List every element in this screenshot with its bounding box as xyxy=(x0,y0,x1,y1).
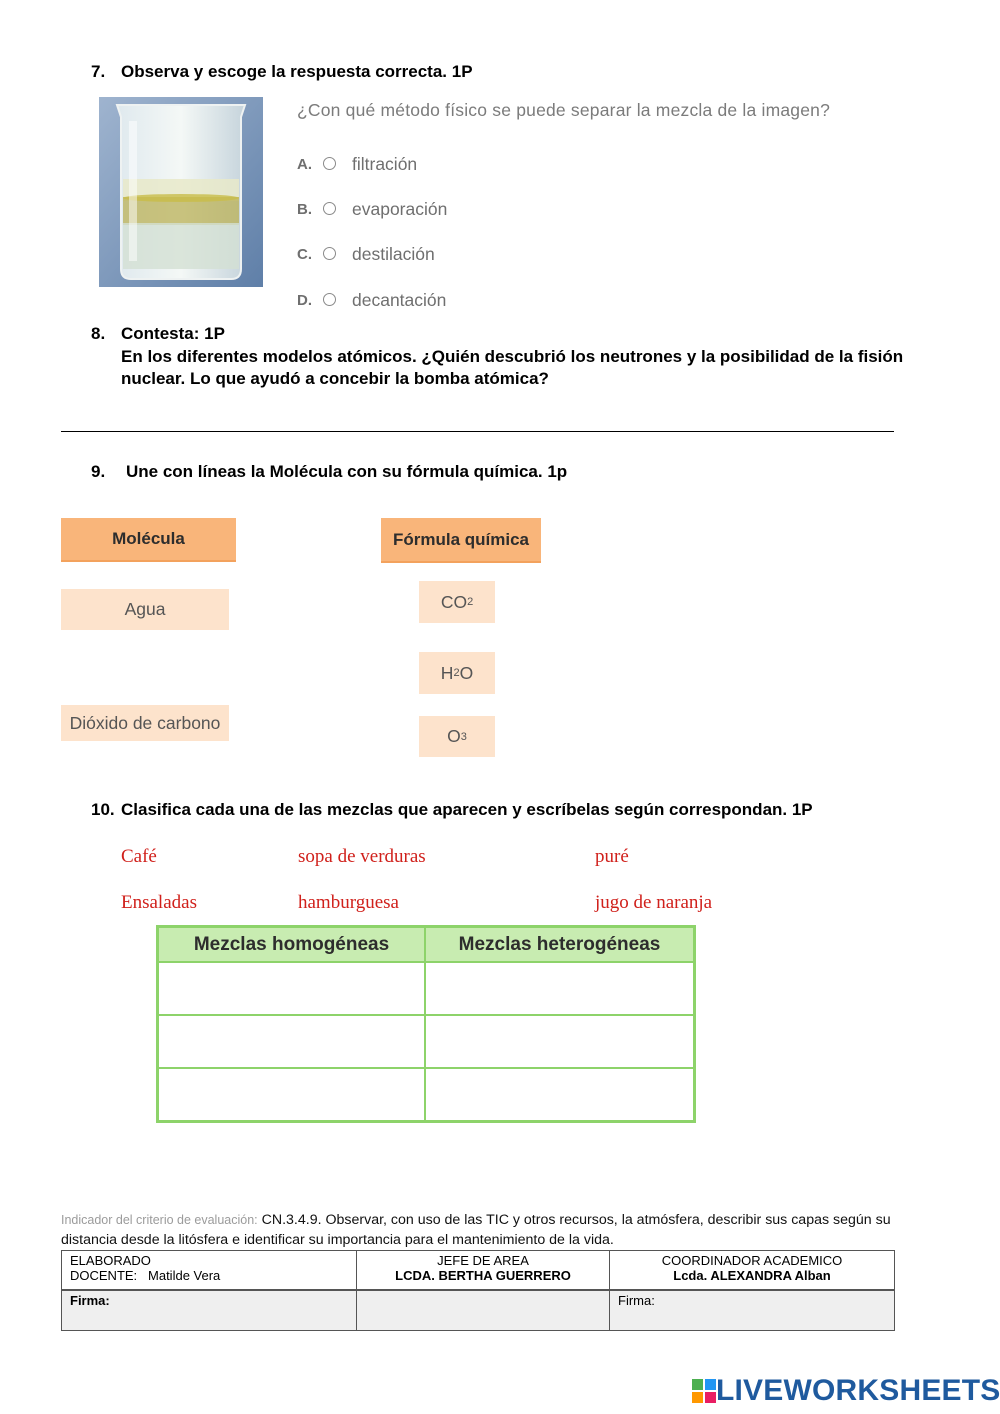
liveworksheets-logo xyxy=(692,1374,1000,1408)
molecule-header: Molécula xyxy=(61,518,236,562)
formula-base: H xyxy=(440,662,454,683)
formula-sub: 2 xyxy=(467,596,474,608)
radio-icon[interactable] xyxy=(323,247,336,260)
indicator-text: CN.3.4.9. Observar, con uso de las TIC y otros recursos, la atmósfera, describir sus capas según su distancia desde la litósfera e identificar su importancia para el mantenimiento de la vida. xyxy=(61,1212,891,1248)
docente-label: DOCENTE: xyxy=(70,1268,138,1283)
signature-table xyxy=(61,1250,895,1331)
q8-number: 8. xyxy=(91,324,106,343)
mixture-word: Ensaladas xyxy=(121,892,197,913)
option-text: filtración xyxy=(352,154,418,174)
mixture-word: jugo de naranja xyxy=(595,892,713,913)
formula-co2[interactable] xyxy=(419,581,495,623)
formula-base: O xyxy=(447,726,461,746)
heterogeneous-header: Mezclas heterogéneas xyxy=(425,927,695,963)
option-letter: C. xyxy=(297,246,312,263)
evaluation-indicator xyxy=(61,1210,941,1250)
jefe-name: LCDA. BERTHA GUERRERO xyxy=(395,1268,571,1283)
elaborado-cell xyxy=(62,1251,357,1291)
mixture-word: hamburguesa xyxy=(298,892,399,913)
molecule-dioxido[interactable]: Dióxido de carbono xyxy=(61,705,229,741)
formula-sub: 3 xyxy=(460,730,467,743)
radio-icon[interactable] xyxy=(323,157,336,170)
q8-question: En los diferentes modelos atómicos. ¿Quién descubrió los neutrones y la posibilidad de la fisión nuclear. Lo que ayudó a concebir la bomba atómica? xyxy=(121,347,904,388)
option-letter: D. xyxy=(297,292,312,309)
answer-cell[interactable] xyxy=(158,1015,426,1068)
radio-icon[interactable] xyxy=(323,293,336,306)
brand-name: LIVEWORKSHEETS xyxy=(716,1374,1000,1407)
formula-o3[interactable] xyxy=(419,716,495,757)
answer-cell[interactable] xyxy=(425,1068,695,1122)
docente-name: Matilde Vera xyxy=(148,1268,221,1283)
answer-line[interactable] xyxy=(61,431,894,432)
radio-icon[interactable] xyxy=(323,202,336,215)
q9-title: Une con líneas la Molécula con su fórmula química. 1p xyxy=(126,462,568,481)
option-letter: A. xyxy=(297,156,312,173)
coord-cell xyxy=(610,1251,895,1291)
coord-name: Lcda. ALEXANDRA Alban xyxy=(673,1268,831,1283)
mixture-word: sopa de verduras xyxy=(298,846,426,867)
q10-number: 10. xyxy=(91,800,115,819)
formula-sub: 2 xyxy=(453,667,460,679)
option-text: decantación xyxy=(352,290,447,310)
coord-label: COORDINADOR ACADEMICO xyxy=(661,1253,843,1268)
option-a[interactable] xyxy=(297,154,417,175)
q8-title: Contesta: 1P xyxy=(121,324,225,343)
q10-title: Clasifica cada una de las mezclas que aparecen y escríbelas según correspondan. 1P xyxy=(121,800,813,819)
q9-number: 9. xyxy=(91,462,106,481)
answer-cell[interactable] xyxy=(158,1068,426,1122)
option-b[interactable] xyxy=(297,199,447,220)
firma-3: Firma: xyxy=(610,1290,895,1331)
homogeneous-header: Mezclas homogéneas xyxy=(158,927,426,963)
beaker-image xyxy=(99,97,263,287)
answer-cell[interactable] xyxy=(158,962,426,1015)
formula-h2o[interactable] xyxy=(419,652,495,694)
formula-base: CO xyxy=(440,591,468,612)
mixture-word: puré xyxy=(595,846,629,867)
q7-number: 7. xyxy=(91,62,106,81)
jefe-cell xyxy=(357,1251,610,1291)
answer-cell[interactable] xyxy=(425,962,695,1015)
option-c[interactable] xyxy=(297,244,435,265)
elaborado-label: ELABORADO xyxy=(70,1253,151,1268)
firma-1: Firma: xyxy=(62,1290,357,1331)
firma-2 xyxy=(357,1290,610,1331)
mixture-word: Café xyxy=(121,846,157,867)
option-letter: B. xyxy=(297,201,312,218)
jefe-label: JEFE DE AREA xyxy=(437,1253,529,1268)
molecule-agua[interactable]: Agua xyxy=(61,589,229,630)
formula-header: Fórmula química xyxy=(381,518,541,563)
option-text: destilación xyxy=(352,244,435,264)
option-d[interactable] xyxy=(297,290,446,311)
logo-icon xyxy=(692,1379,716,1403)
indicator-label: Indicador del criterio de evaluación: xyxy=(61,1213,258,1227)
q7-title: Observa y escoge la respuesta correcta. 1P xyxy=(121,62,473,81)
answer-cell[interactable] xyxy=(425,1015,695,1068)
option-text: evaporación xyxy=(352,199,448,219)
formula-tail: O xyxy=(459,662,474,683)
mcq-question: ¿Con qué método físico se puede separar la mezcla de la imagen? xyxy=(297,100,831,120)
mixtures-table xyxy=(156,925,696,1123)
